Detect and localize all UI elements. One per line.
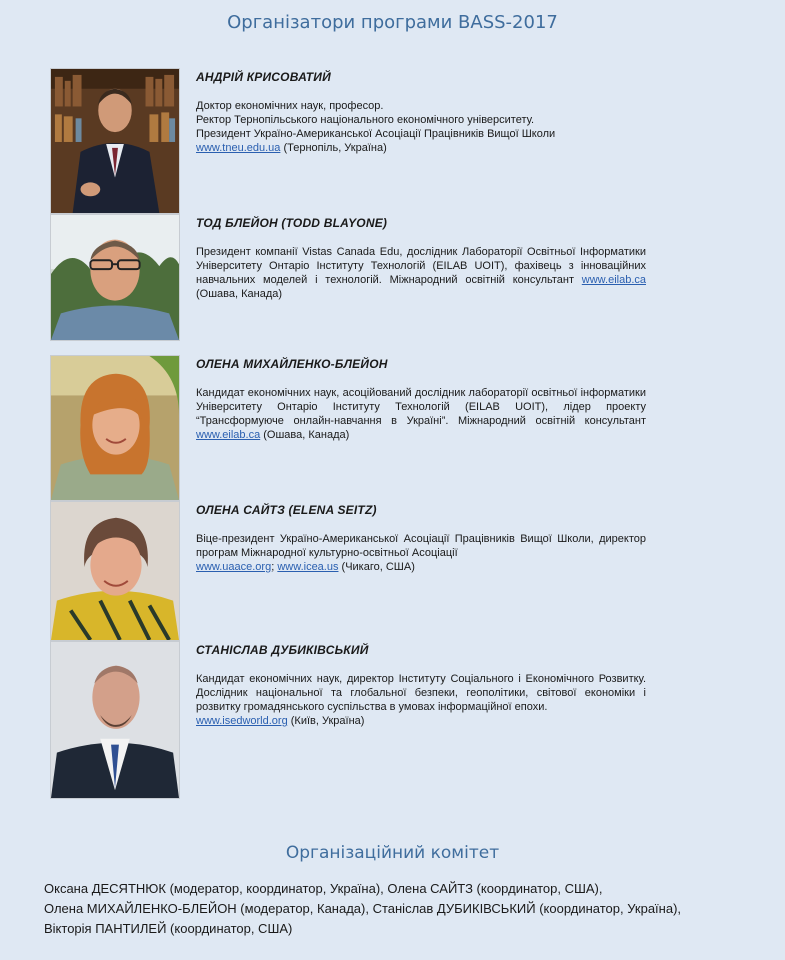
person-photo xyxy=(50,355,180,501)
person-description: Віце-президент Україно-Американської Асоціації Працівників Вищої Школи, директор програм Міжнародної культурно-освітньої Асоціації www.uaace.org; www.icea.us (Чикаго, США) xyxy=(196,533,646,573)
person-card xyxy=(50,641,650,799)
person-description: Кандидат економічних наук, директор Інституту Соціального і Економічного Розвитку. Дослідник національної та глобальної безпеки, геополітики, світової економіки і розвитку громадянського суспільства в умовах інформаційної епохи. www.isedworld.org (Київ, Україна) xyxy=(196,673,646,727)
person-name: ТОД БЛЕЙОН (TODD BLAYONE) xyxy=(196,216,388,230)
person-name: ОЛЕНА САЙТЗ (ELENA SEITZ) xyxy=(196,503,377,517)
page-title: Організатори програми BASS-2017 xyxy=(227,12,558,33)
person-name: СТАНІСЛАВ ДУБИКІВСЬКИЙ xyxy=(196,643,369,657)
person-name: ОЛЕНА МИХАЙЛЕНКО-БЛЕЙОН xyxy=(196,357,388,371)
website-link[interactable]: www.eilab.ca xyxy=(196,429,261,441)
person-photo xyxy=(50,641,180,799)
committee-title: Організаційний комітет xyxy=(285,843,500,863)
person-description: Президент компанії Vistas Canada Edu, дослідник Лабораторії Освітньої Інформатики Університету Онтаріо Інституту Технологій (EILAB UOIT), фахівець з інноваційних навчальних моделей і технологій. Міжнародний освітній консультант www.eilab.ca (Ошава, Канада) xyxy=(196,246,646,300)
person-card xyxy=(50,355,650,501)
website-link[interactable]: www.eilab.ca xyxy=(581,274,646,286)
website-link[interactable]: www.icea.us xyxy=(277,561,339,573)
person-name: АНДРІЙ КРИСОВАТИЙ xyxy=(196,70,331,84)
committee-members: Оксана ДЕСЯТНЮК (модератор, координатор, Україна), Олена САЙТЗ (координатор, США), Олена МИХАЙЛЕНКО-БЛЕЙОН (модератор, Канада), Станіслав ДУБИКІВСЬКИЙ (координатор, Україна), Вікторія ПАНТИЛЕЙ (координатор, США) xyxy=(44,881,682,936)
person-card xyxy=(50,214,650,341)
person-photo xyxy=(50,68,180,214)
person-description: Кандидат економічних наук, асоційований дослідник лабораторії освітньої інформатики Університету Онтаріо Інституту Технологій (EILAB UOIT), лідер проекту “Трансформуюче онлайн-навчання в Україні”. Міжнародний освітній консультант www.eilab.ca (Ошава, Канада) xyxy=(196,387,646,441)
website-link[interactable]: www.uaace.org xyxy=(196,561,272,573)
person-photo xyxy=(50,501,180,641)
person-card xyxy=(50,501,650,641)
person-photo xyxy=(50,214,180,341)
website-link[interactable]: www.isedworld.org xyxy=(196,715,288,727)
website-link[interactable]: www.tneu.edu.ua xyxy=(196,142,281,154)
person-card xyxy=(50,68,650,214)
person-description: Доктор економічних наук, професор. Ректор Тернопільського національного економічного університету. Президент Україно-Американської Асоціації Працівників Вищої Школи www.tneu.edu.ua (Тернопіль, Україна) xyxy=(196,100,556,154)
